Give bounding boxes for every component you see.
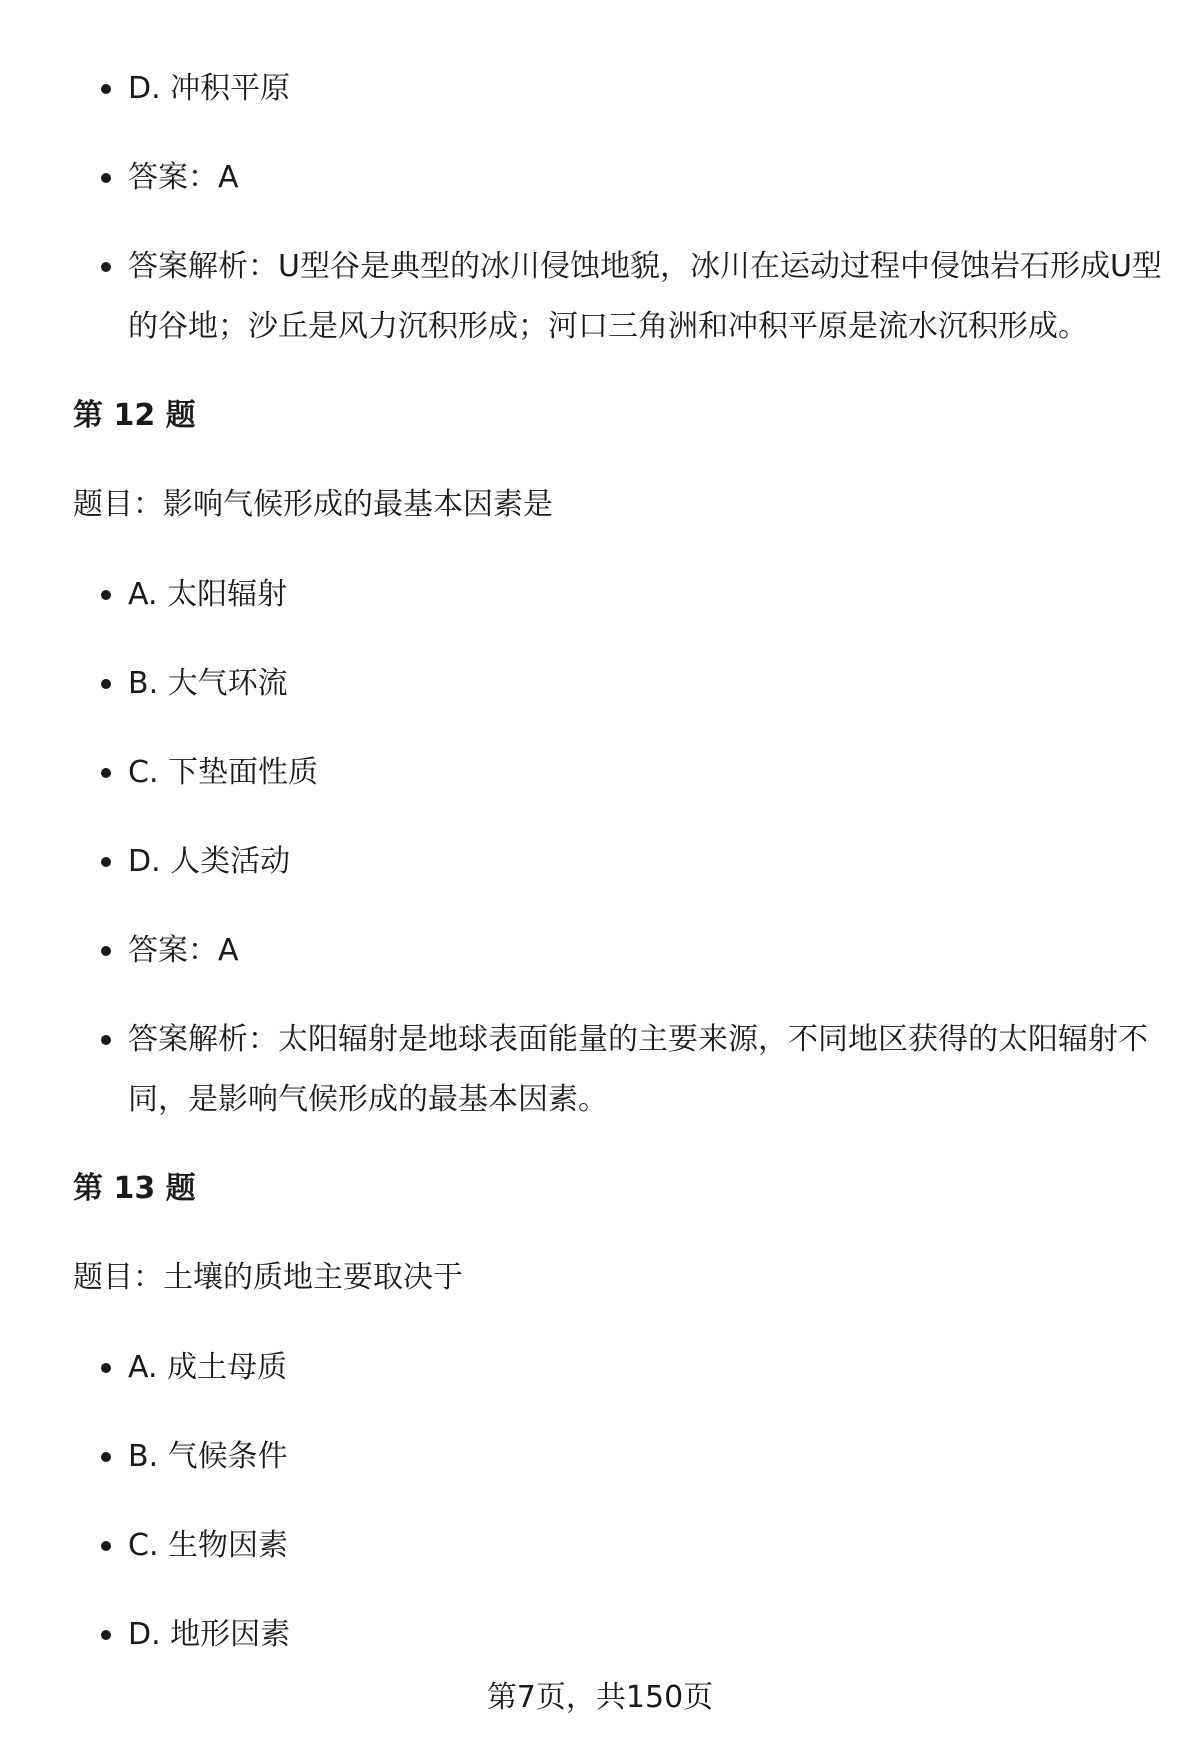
q12-option-c: C. 下垫面性质 [128,743,1168,803]
q13-heading: 第 13 题 [73,1171,196,1206]
page-number-footer: 第7页，共150页 [486,1680,714,1715]
q12-heading: 第 12 题 [73,398,196,433]
q12-answer: 答案：A [128,921,1168,981]
q13-question: 题目：土壤的质地主要取决于 [73,1260,463,1295]
q12-explanation: 答案解析：太阳辐射是地球表面能量的主要来源，不同地区获得的太阳辐射不同，是影响气候形成的最基本因素。 [128,1010,1168,1130]
q12-option-a: A. 太阳辐射 [128,565,1168,625]
q11-option-d: D. 冲积平原 [128,59,1168,119]
q11-explanation: 答案解析：U型谷是典型的冰川侵蚀地貌，冰川在运动过程中侵蚀岩石形成U型的谷地；沙丘是风力沉积形成；河口三角洲和冲积平原是流水沉积形成。 [128,237,1168,357]
q12-option-d: D. 人类活动 [128,832,1168,892]
q13-option-b: B. 气候条件 [128,1427,1168,1487]
q13-option-d: D. 地形因素 [128,1605,1168,1665]
q11-answer: 答案：A [128,148,1168,208]
q13-option-a: A. 成土母质 [128,1338,1168,1398]
q12-option-b: B. 大气环流 [128,654,1168,714]
q12-question: 题目：影响气候形成的最基本因素是 [73,487,553,522]
q13-option-c: C. 生物因素 [128,1516,1168,1576]
